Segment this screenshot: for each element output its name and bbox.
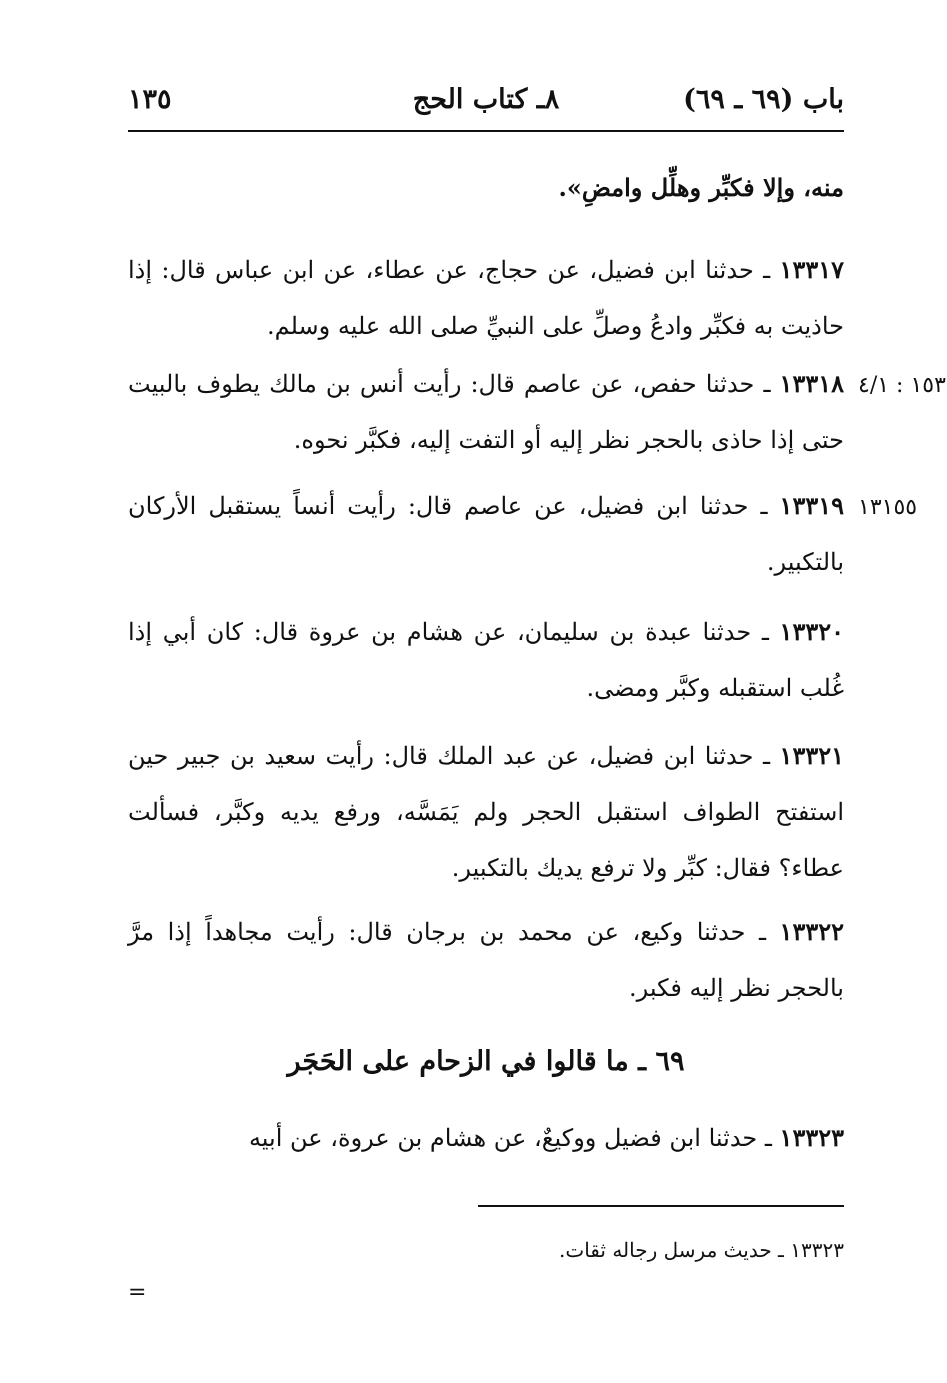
hadith-number: ١٣٣١٧ [779, 255, 844, 284]
page-header [128, 78, 844, 122]
margin-reference: ١٥٣ : ٤/١ [858, 373, 946, 398]
hadith-number: ١٣٣٢٣ [779, 1123, 844, 1152]
margin-reference: ١٣١٥٥ [858, 495, 918, 520]
page-number: ١٣٥ [128, 84, 172, 115]
continuation-mark: = [128, 1280, 147, 1305]
hadith-number: ١٣٣١٩ [779, 491, 844, 520]
hadith-text: ـ حدثنا عبدة بن سليمان، عن هشام بن عروة قال: كان أبي إذا غُلب استقبله وكبَّر ومضى. [128, 618, 844, 702]
hadith-text: ـ حدثنا ابن فضيل، عن عاصم قال: رأيت أنساً يستقبل الأركان بالتكبير. [128, 492, 844, 576]
hadith-paragraph [128, 1110, 844, 1166]
book-title: ٨ـ كتاب الحج [412, 84, 560, 115]
chapter-heading: ٦٩ ـ ما قالوا في الزحام على الحَجَر [287, 1046, 685, 1077]
header-rule [128, 130, 844, 132]
chapter-reference: باب (٦٩ ـ ٦٩) [683, 84, 844, 115]
hadith-number: ١٣٣٢١ [779, 741, 844, 770]
hadith-paragraph [128, 728, 844, 896]
footnote: ١٣٣٢٣ ـ حديث مرسل رجاله ثقات. [559, 1238, 844, 1262]
hadith-number: ١٣٣١٨ [779, 369, 844, 398]
hadith-text: ـ حدثنا حفص، عن عاصم قال: رأيت أنس بن مالك يطوف بالبيت حتى إذا حاذى بالحجر نظر إليه أو التفت إليه، فكبَّر نحوه. [128, 370, 844, 454]
hadith-paragraph [128, 478, 844, 590]
hadith-paragraph [128, 242, 844, 354]
hadith-number: ١٣٣٢٠ [779, 617, 844, 646]
hadith-text: ـ حدثنا ابن فضيل، عن عبد الملك قال: رأيت سعيد بن جبير حين استفتح الطواف استقبل الحجر ولم يَمَسَّه، ورفع يديه وكبَّر، فسألت عطاء؟ فقال: كبِّر ولا ترفع يديك بالتكبير. [128, 742, 844, 882]
hadith-paragraph [128, 904, 844, 1016]
hadith-paragraph [128, 356, 844, 468]
hadith-paragraph [128, 604, 844, 716]
hadith-text: ـ حدثنا ابن فضيل، عن حجاج، عن عطاء، عن ابن عباس قال: إذا حاذيت به فكبِّر وادعُ وصلِّ على النبيِّ صلى الله عليه وسلم. [128, 256, 844, 340]
footnote-rule [478, 1205, 844, 1207]
hadith-number: ١٣٣٢٢ [779, 917, 844, 946]
hadith-text: ـ حدثنا ابن فضيل ووكيعٌ، عن هشام بن عروة، عن أبيه [248, 1124, 780, 1152]
hadith-text: ـ حدثنا وكيع، عن محمد بن برجان قال: رأيت مجاهداً إذا مرَّ بالحجر نظر إليه فكبر. [128, 918, 844, 1002]
intro-text: منه، وإلا فكبِّر وهلِّل وامضِ». [558, 173, 844, 202]
